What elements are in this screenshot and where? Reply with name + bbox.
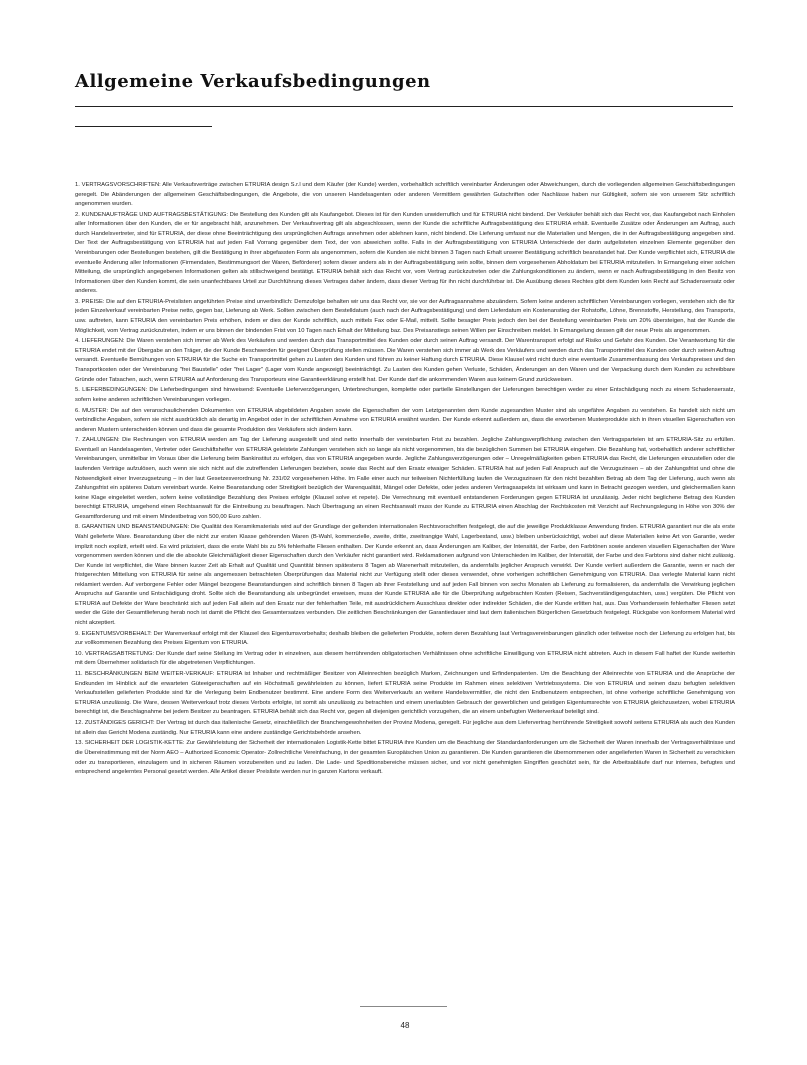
terms-section (75, 650, 735, 669)
section-text: Die auf den ETRURIA-Preislisten angeführten Preise sind unverbindlich: Demzufolge behalten wir uns das Recht vor, sie vor der Auftragsannahme abzuändern. Sofern keine anderen schriftlichen Vereinbarungen vorliegen, verstehen sich die für jeden Einzelverkauf vereinbarten Preise netto, gegen bar, Lieferung ab Werk. Sollten zwischen dem Bestelldatum (auch nach der Auftragsbestätigung) und dem Lieferdatum ein Kostenanstieg der Rohstoffe, Löhne, Brennstoffe, Herstellung, des Transports, usw. auftreten, kann ETRURIA den vereinbarten Preis erhöhen, indem er dies der Kunde schriftlich, auch mittels Fax oder E-Mail, mitteilt. Sollte besagter Preis jedoch den bei der Bestellung vereinbarten Preis um 20% übersteigen, hat der Kunde die Möglichkeit, vom Vertrag zurückzutreten, indem er uns binnen der bindenden Frist von 10 Tagen nach Erhalt der Mitteilung baz. Des Preisanstiegs seinen Willen per Einschreiben meldet. In Ermangelung dessen gilt der neue Preis als angenommen. (75, 298, 735, 334)
terms-section (75, 386, 735, 405)
section-text: Alle Verkaufsverträge zwischen ETRURIA design S.r.l und dem Käufer (der Kunde) werden, vorbehaltlich schriftlich vereinbarter Änderungen oder Abweichungen, durch die vorliegenden allgemeinen Geschäftsbedingungen geregelt. Die Abänderungen der allgemeinen Geschäftsbedingungen, die Angebote, die von unseren Handelsagenten oder anderen Vermittlern gewährten Gutschriften oder Nachlässe haben nur Gültigkeit, sofern sie von unserem Sitz schriftlich angenommen wurden. (75, 182, 735, 208)
terms-section (75, 719, 735, 738)
section-text: Die Rechnungen von ETRURIA werden am Tag der Lieferung ausgestellt und sind netto innerhalb der vereinbarten Frist zu bezahlen. Jegliche Zahlungsverpflichtung zwischen den Vertragsparteien ist am ETRURIA-Sitz zu erfüllen. Eventuell an Handelsagenten, Vertreter oder Geschäftshelfer von ETRURIA geleistete Zahlungen verstehen sich so lange als nicht vorgenommen, bis die bezüglichen Summen bei ETRURIA eingehen. Die Bezahlung hat, vorbehaltlich anderer schriftlicher Vereinbarungen, unmittelbar im Voraus über die Lieferung beim Bankinstitut zu erfolgen, das von ETRURIA angegeben wurde. Jegliche Zahlungsverzögerungen oder – Unregelmäßigkeiten geben ETRURIA das Recht, die Lieferungen einzustellen oder die laufenden Verträge aufzulösen, auch wenn sie sich nicht auf die zutreffenden Lieferungen beziehen, sowie das Recht auf den Ersatz etwaiger Schäden. ETRURIA hat auf jeden Fall Anspruch auf die Verzugszinsen – ab der Zahlungsfrist und ohne die Notwendigkeit einer Inverzugsetzung – in der laut Gesetzesverordnung Nr. 231/02 vorgesehenen Höhe. Im Falle einer auch nur teilweisen Nichterfüllung laufen die Verzugszinsen für den nicht bezahlten Betrag ab dem Tag der Lieferung, auch wenn als Zahlungsfrist ein späteres Datum vereinbart wurde. Keine Beanstandung oder Streitigkeit bezüglich der Warenqualität, Mängel oder Defekte, oder jedes anderen Vertragsaspekts ist wirksam und kann in Betracht gezogen werden, und gleichermaßen kann keine Klage eingeleitet werden, sofern keine vollständige Bezahlung des Preises erfolgte (Klausel solve et repete). Die Verrechnung mit eventuell entstandenen Forderungen gegen ETRURIA ist unzulässig. Jeder nicht beglichene Betrag des Kunden berechtigt ETRURIA, umgehend einen Rechtsanwalt für die Eintreibung zu beauftragen. Nach Übertragung an einen Rechtsanwalt muss der Kunde zu ETRURIA einen Abschlag der Rechtskosten mit Verzicht auf Rechnungslegung in Höhe von 30% der Gesamtforderung und mit einem Mindestbetrag von 500,00 Euro zahlen. (75, 437, 735, 520)
section-heading: 4. LIEFERUNGEN: (75, 338, 125, 345)
section-heading: 9. EIGENTUMSVORBEHALT: (75, 630, 152, 637)
section-text: Die Bestellung des Kunden gilt als Kaufangebot. Dieses ist für den Kunden unwiderruflich und für ETRURIA nicht bindend. Der Verkäufer behält sich das Recht vor, das Kaufangebot nach Einholen aller Informationen über den Kunden, die er für angebracht hält, anzunehmen. Der Verkaufsvertrag gilt als abgeschlossen, wenn der Kunde die schriftliche Auftragsbestätigung des ETRURIA erhält. Eventuelle Zusätze oder Änderungen am Auftrag, auch durch Handelsvertreter, sind für ETRURIA, der diese ohne Beeinträchtigung des ursprünglichen Auftrags annehmen oder ablehnen kann, nicht bindend. Die Lieferung umfasst nur die Materialien und Mengen, die in der Auftragsbestätigung angegeben sind. Der Text der Auftragsbestätigung von ETRURIA hat auf jeden Fall Vorrang gegenüber dem Text, der von abweichen sollte. Falls in der Auftragsbestätigung von ETRURIA Unterschiede der darin aufgelisteten einzelnen Elemente gegenüber den Vereinbarungen oder Bestellungen bestehen, gilt die Bestätigung in ihrer abgefassten Form als angenommen, sofern die Kunden sie nicht binnen 3 Tagen nach Erhalt unserer Bestätigung schriftlich beanstandet hat. Der Kunde verpflichtet sich, ETRURIA die eventuelle Änderung aller Informationen (Firmendaten, Bestimmungsort der Waren, Beförderer) sofern dieser anders als in der Auftragsbestätigung sein sollte, binnen dem vorgesehenen Abholdatum bei ETRURIA mitzuteilen. In Ermangelung einer solchen Mitteilung, die ursprünglich angegebenen Informationen gelten als stillschweigend bestätigt. ETRURIA behält sich das Recht vor, vom Vertrag zurückzutreten oder die Zahlungskonditionen zu ändern, wenn er nach Auftragsbestätigung in den Besitz von Informationen über den Kunden kommt, die sein unanfechtbares Urteil zur Durchführung dieses Vertrages daher ändern, dass dieser Vertrag für ihn nicht durchführbar ist. Die Ausübung dieses Rechtes gibt dem Kunden kein Recht auf Schadensersatz oder anderes. (75, 211, 735, 295)
page-number: 48 (400, 1021, 410, 1030)
section-heading: 2. KUNDENAUFTRÄGE UND AUFTRAGSBESTÄTIGUNG: (75, 211, 228, 218)
section-heading: 11. BESCHRÄNKUNGEN BEIM WEITER-VERKAUF: (75, 671, 215, 678)
title-divider (75, 106, 733, 107)
section-heading: 13. SICHERHEIT DER LOGISTIK-KETTE: (75, 740, 185, 747)
section-text: ETRURIA ist Inhaber und rechtmäßiger Besitzer von Alleinrechten bezüglich Marken, Zeichnungen und Erfindenpatenten. Um die Beachtung der Alleinrechte von ETRURIA und die Ansprüche der Endkunden im Hinblick auf die erwarteten Güteeigenschaften auf ein Höchstmaß gewährleisten zu können, liefert ETRURIA seine Produkte im Rahmen eines selektiven Vertriebssystems. Die von ETRURIA und seinen dazu befugten selektiven Verkaufsstellen gelieferten Produkte sind für die Verlegung beim Endbenutzer bestimmt. Eine andere Form des Weiterverkaufs an weitere Handelsvermittler, die nicht den Endbenutzern entsprechen, ist ohne vorherige schriftliche Genehmigung von ETRURIA unzulässig. Die Ware, dessen Weiterverkauf trotz dieses Verbots erfolgte, ist somit als unzulässig zu betrachten und einem unerlaubten Gebrauch der gewerblichen und geistigen Eigentumsrechte von ETRURIA gleichzusetzen, wobei ETRURIA berechtigt ist, die Beschlagnahme bei jedem Besitzer zu beantragen. ETRURIA behält sich das Recht vor, gegen all diejenigen gerichtlich vorzugehen, die an einem unbefugten Weiterverkauf beteiligt sind. (75, 671, 735, 716)
terms-section (75, 298, 735, 336)
terms-section (75, 523, 735, 628)
terms-section (75, 181, 735, 210)
section-heading: 3. PREISE: (75, 298, 105, 305)
section-heading: 12. ZUSTÄNDIGES GERICHT: (75, 720, 155, 727)
section-heading: 6. MUSTER: (75, 407, 109, 414)
section-text: Der Warenverkauf erfolgt mit der Klausel des Eigentumsvorbehalts; deshalb bleiben die gelieferten Produkte, sofern deren Bezahlung laut Vertragsvereinbarungen gänzlich oder teilweise noch der Lieferung zu erfolgen hat, bis zur vollkommenen Bezahlung des Preises Eigentum von ETRURIA. (75, 630, 735, 647)
section-heading: 10. VERTRAGSABTRETUNG: (75, 650, 155, 657)
section-heading: 1. VERTRAGSVORSCHRIFTEN: (75, 182, 161, 188)
section-heading: 5. LIEFERBEDINGUNGEN: (75, 387, 148, 394)
section-heading: 8. GARANTIEN UND BEANSTANDUNGEN: (75, 524, 190, 531)
section-text: Die Waren verstehen sich immer ab Werk des Verkäufers und werden durch das Transportmittel des Kunden oder durch seinen Auftrag versandt. Der Warentransport erfolgt auf Risiko und Gefahr des Kunden. Die Verantwortung für die ETRURIA endet mit der Übergabe an den Träger, die der Kunde Beschwerden für geeignet Überprüfung stellen müssen. Die Waren verstehen sich immer ab Werk des Verkäufers und werden durch das Transportmittel des Kunden oder durch seinen Auftrag versandt. Eventuelle Bemühungen von ETRURIA für die Suche ein Transportmittel gehen zu Lasten des Kunden und führen zu keiner Haftung durch ETRURIA. Diese Klausel wird nicht durch eine eventuelle Zusammenfassung des Verkaufspreises und den Transportkosten oder der Vereinbarung "frei Baustelle" oder "frei Lager" (Lager vom Kunde angezeigt) beeinträchtigt. Zu Lasten des Kunden gehen Verluste, Schäden, Änderungen an den Waren und der Verpackung durch dem Kunden zu schreibbare Gründe oder Tatsachen, auch, wenn ETRURIA auf Anforderung des Transporteurs eine Garantieerklärung erstellt hat. Der Kunde darf die ankommenden Waren aus keinem Grund zurückweisen. (75, 338, 735, 383)
section-text: Der Vertrag ist durch das italienische Gesetz, einschließlich der Branchengewohnheiten der Provinz Modena, geregelt. Für jegliche aus dem Liefervertrag herrührende Streitigkeit sowohl seitens ETRURIA als auch des Kunden ist allein das Gericht Modena zuständig. Nur ETRURIA kann eine andere zuständige Gerichtsbehörde ansehen. (75, 720, 735, 736)
terms-body (75, 181, 735, 999)
section-text: Zur Gewährleistung der Sicherheit der internationalen Logistik-Kette bittet ETRURIA ihre Kunden um die Beachtung der Standardanforderungen um die Sicherheit der Waren innerhalb der Vertragsverhältnisse und die Übereinstimmung mit der Norm AEO – Authorized Economic Operator- Zollrechtliche Vereinfachung, in der gesamten Europäischen Union zu garantieren. Die Kunden garantieren die übernommenen oder angelieferten Waren in Sicherheit zu verschicken oder zu transportieren, einzulagern und in sicheren Räumen vorzubereiten und zu laden. Die Lade- und Speditionsbereiche müssen sicher, und vor nicht genehmigten Eingriffen geschützt sein, für die Arbeitsabläufe darf nur internes, befugtes und entsprechend angelerntes Personal gesetzt werden. Alle Artikel dieser Preisliste werden nur in ganzen Kartons verkauft. (75, 740, 735, 776)
terms-section (75, 211, 735, 297)
page-title: Allgemeine Verkaufsbedingungen (75, 71, 431, 92)
terms-section (75, 739, 735, 777)
section-text: Die Lieferbedingungen sind hinweisend: Eventuelle Lieferverzögerungen, Unterbrechungen, komplette oder partielle Einstellungen der Lieferungen berechtigen weder zu einer Entschädigung noch zu einem Schadensersatz, sofern keine anderen schriftlichen Vereinbarungen vorliegen. (75, 387, 735, 403)
section-text: Die auf den veranschaulichenden Dokumenten von ETRURIA abgebildeten Angaben sowie die Eigenschaften der vom Letztgenannten dem Kunde zugesandten Muster sind als ungefähre Angaben zu verstehen. Es handelt sich nicht um verbindliche Angaben, sofern sie nicht ausdrücklich als derartig im Angebot oder in der schriftlichen Annahme von ETRURIA erwähnt wurden. Der Kunde erkennt außerdem an, dass die erworbenen Musterprodukte sich in ihren visuellen Eigenschaften von anderen Mustern unterscheiden können und dass die gesamte Produktion des Verkäufers sich ändern kann. (75, 407, 735, 433)
footer-divider (360, 1006, 447, 1007)
terms-section (75, 407, 735, 436)
section-text: Die Qualität des Keramikmaterials wird auf der Grundlage der geltenden internationalen Rechtsvorschriften festgelegt, die auf die jeweilige Produktklasse Anwendung finden. ETRURIA garantiert nur die als erste Wahl gelieferte Ware. Beanstandung über die nicht zur ersten Klasse gehörenden Waren (B-Wahl, kommerzielle, zweite, dritte, zweitrangige Wahl, Lagerbestand, usw.) bleiben unberücksichtigt, wobei auf diese Materialien keine Art von Garantie, weder implizit noch explizit, erteilt wird. Es wird präzisiert, dass die erste Wahl bis zu 5% fehlerhafte Fliesen enthalten. Der Kunde erkennt an, dass Änderungen am Kaliber, der Intensität, der Farbe, den Farbtönen sowie anderen visuellen Eigenschaften der Ware vorgenommen werden können und die die absolute Gleichmäßigkeit dieser Eigenschaften durch den Verkäufer nicht garantiert wird. Reklamationen aufgrund von Unterschieden im Kaliber, der Intensität, der Farbe und des Farbtons sind daher nicht zulässig. Der Kunde ist verpflichtet, die Ware binnen kurzer Zeit ab Erhalt auf Qualität und Quantität binnen spätestens 8 Tagen ab Warenerhalt mitzuteilen, da andernfalls jeglicher Anspruch verwirkt. Der Kunde verliert außerdem die Garantie, wenn er nach der fristgerechten Mitteilung von ETRURIA für seine als angemessen betrachteten Überprüfungen das Material nicht zur Verfügung stellt oder dieses verwendet, ohne vorherigen schriftlichen Genehmigung von ETRURIA. Das verlegte Material kann nicht reklamiert werden. Auf verborgene Fehler oder Mängel bezogene Beanstandungen sind schriftlich binnen 8 Tagen ab ihrer Feststellung und auf jeden Fall binnen von sechs Monaten ab Lieferung zu formalisieren, da andernfalls die Verwirkung jeglichen Anspruchs auf Garantie und Entschädigung droht. Sollte sich die Beanstandung als unbegründet erweisen, muss der Kunde ETRURIA alle für die Überprüfung aufgebrachten Kosten (Reisen, Sachverständigengutachten, usw.) vergüten. Die Pflicht von ETRURIA auf Defekte der Ware beschränkt sich auf jeden Fall allein auf den Ersatz nur der fehlerhaften Teile, mit ausdrücklichem Ausschluss direkter oder indirekter Schäden, die der Kunde erlitten hat, aus. Das Vorhandensein fehlerhafter Fliesen setzt weder die Güte der Gesamtlieferung herab noch ist damit die Pflicht des Gesamtersatzes verbunden. Die zeitlichen Beschränkungen der Garantiedauer sind laut dem italienischen Bürgerlichen Gesetzbuch festgelegt. Rückgabe von konformem Material wird nicht akzeptiert. (75, 524, 735, 626)
terms-section (75, 337, 735, 385)
terms-section (75, 436, 735, 522)
section-text: Der Kunde darf seine Stellung im Vertrag oder in einzelnen, aus diesem herrührenden obligatorischen Verhältnissen ohne schriftliche Einwilligung von ETRURIA nicht abtreten. Auch in diesem Fall haftet der Kunde weiterhin mit dem Übernehmer solidarisch für die abgetretenen Verpflichtungen. (75, 650, 735, 667)
terms-section (75, 670, 735, 718)
terms-section (75, 630, 735, 649)
short-divider (75, 126, 212, 127)
section-heading: 7. ZAHLUNGEN: (75, 437, 120, 444)
